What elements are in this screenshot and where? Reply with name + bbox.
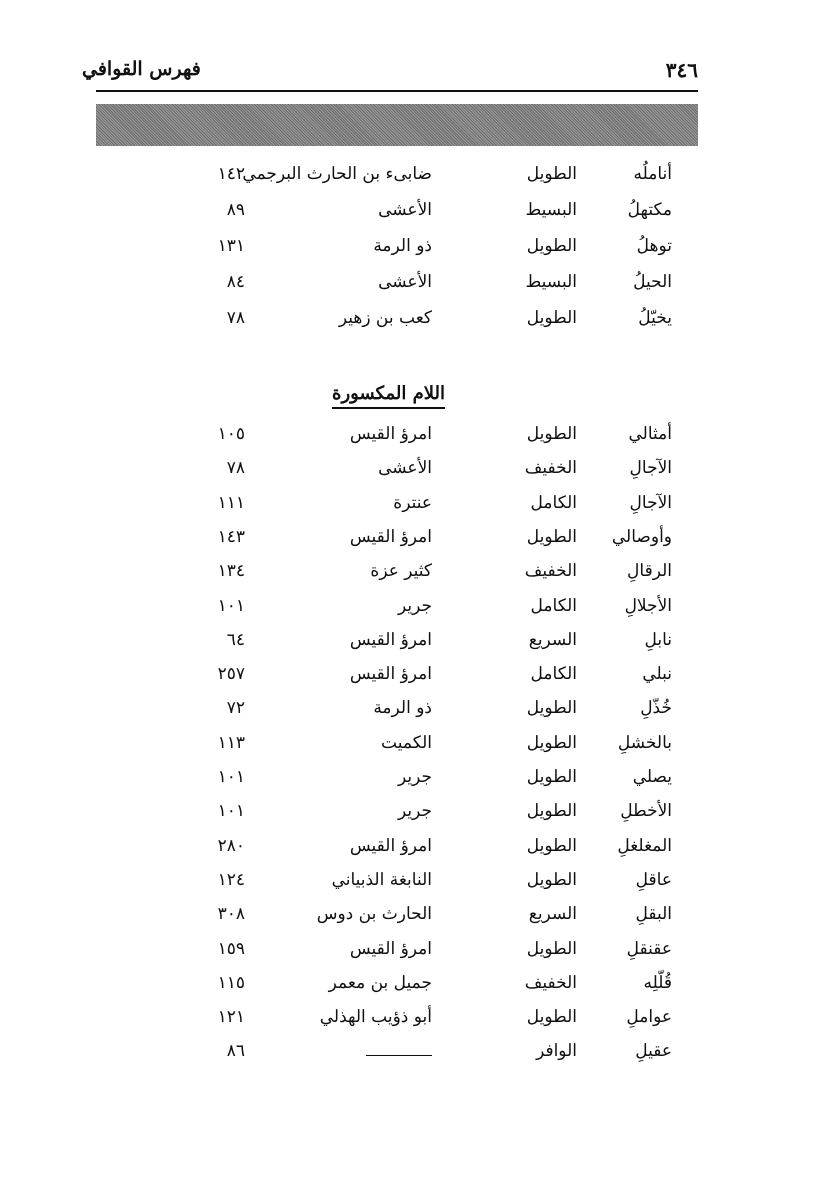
rhyme-cell: وأوصالي bbox=[611, 526, 672, 547]
rhyme-cell: نابلِ bbox=[644, 629, 672, 650]
rhyme-cell: قُلّلِه bbox=[643, 972, 672, 993]
meter-cell: الوافر bbox=[536, 1041, 577, 1062]
poet-cell: النابغة الذبياني bbox=[331, 869, 432, 890]
meter-cell: الطويل bbox=[526, 801, 577, 822]
meter-cell: الطويل bbox=[526, 869, 577, 890]
rhyme-cell: يخيّلُ bbox=[638, 308, 672, 328]
page-ref-cell: ٢٨٠ bbox=[217, 835, 245, 856]
poet-cell: كثير عزة bbox=[370, 561, 432, 582]
poet-cell: ذو الرمة bbox=[373, 236, 432, 256]
rhyme-cell: خُذّلِ bbox=[640, 698, 672, 719]
section-title: اللام المكسورة bbox=[332, 383, 445, 409]
index-row bbox=[0, 967, 835, 1001]
meter-cell: الطويل bbox=[526, 308, 577, 328]
page-ref-cell: ٨٩ bbox=[226, 200, 245, 220]
page-ref-cell: ١١١ bbox=[217, 492, 245, 513]
poet-cell: عنترة bbox=[393, 492, 432, 513]
running-title: فهرس القوافي bbox=[82, 58, 201, 80]
page-ref-cell: ١١٥ bbox=[217, 972, 245, 993]
page-ref-cell: ٧٢ bbox=[226, 698, 245, 719]
rhyme-cell: نبلي bbox=[642, 664, 672, 685]
index-row bbox=[0, 521, 835, 555]
meter-cell: الخفيف bbox=[524, 561, 577, 582]
meter-cell: الطويل bbox=[526, 835, 577, 856]
page-number: ٣٤٦ bbox=[665, 58, 698, 82]
header-rule bbox=[96, 90, 698, 92]
poet-cell: امرؤ القيس bbox=[349, 835, 432, 856]
meter-cell: الطويل bbox=[526, 164, 577, 184]
poet-cell: ضابىء بن الحارث البرجمي bbox=[242, 164, 432, 184]
index-row bbox=[0, 658, 835, 692]
meter-cell: الطويل bbox=[526, 1007, 577, 1028]
page-ref-cell: ٣٠٨ bbox=[217, 904, 245, 925]
index-row bbox=[0, 194, 835, 228]
rhyme-cell: عقنقلِ bbox=[626, 938, 672, 959]
index-row bbox=[0, 302, 835, 336]
poet-cell: جرير bbox=[398, 767, 432, 787]
page-ref-cell: ١٤٢ bbox=[217, 164, 245, 184]
rhyme-cell: بالخشلِ bbox=[617, 732, 672, 753]
page-ref-cell: ٨٦ bbox=[226, 1041, 245, 1062]
poet-cell: امرؤ القيس bbox=[349, 424, 432, 444]
ditto-dash bbox=[366, 1055, 432, 1056]
page-ref-cell: ١٢١ bbox=[217, 1007, 245, 1028]
index-row bbox=[0, 418, 835, 452]
poet-cell: الحارث بن دوس bbox=[316, 904, 432, 925]
rhyme-cell: الآجالِ bbox=[629, 492, 672, 513]
meter-cell: الكامل bbox=[530, 664, 577, 685]
poet-cell: امرؤ القيس bbox=[349, 938, 432, 959]
page-ref-cell: ١٠١ bbox=[217, 767, 245, 787]
index-row bbox=[0, 624, 835, 658]
index-row bbox=[0, 1035, 835, 1069]
rhyme-cell: الأخطلِ bbox=[620, 801, 672, 822]
page-ref-cell: ١٤٣ bbox=[217, 526, 245, 547]
page-ref-cell: ١٣٤ bbox=[217, 561, 245, 582]
meter-cell: الكامل bbox=[530, 492, 577, 513]
index-row bbox=[0, 1001, 835, 1035]
index-row bbox=[0, 761, 835, 795]
rhyme-cell: الآجالِ bbox=[629, 458, 672, 479]
meter-cell: البسيط bbox=[525, 272, 577, 292]
index-row bbox=[0, 590, 835, 624]
index-row bbox=[0, 158, 835, 192]
poet-cell: امرؤ القيس bbox=[349, 664, 432, 685]
page-ref-cell: ١٣١ bbox=[217, 236, 245, 256]
rhyme-cell: عاقلِ bbox=[635, 869, 672, 890]
rhyme-cell: مكتهلُ bbox=[627, 200, 672, 220]
rhyme-cell: يصلي bbox=[632, 767, 672, 787]
page-ref-cell: ١٠١ bbox=[217, 801, 245, 822]
poet-cell: جرير bbox=[398, 595, 432, 616]
rhyme-cell: أمثالي bbox=[628, 424, 672, 444]
page-ref-cell: ٧٨ bbox=[226, 308, 245, 328]
poet-cell: جرير bbox=[398, 801, 432, 822]
poet-cell: امرؤ القيس bbox=[349, 526, 432, 547]
index-row bbox=[0, 864, 835, 898]
meter-cell: الطويل bbox=[526, 526, 577, 547]
poet-cell: جميل بن معمر bbox=[328, 972, 432, 993]
column-header-band bbox=[96, 104, 698, 146]
rhyme-cell: الرقالِ bbox=[627, 561, 672, 582]
meter-cell: الخفيف bbox=[524, 458, 577, 479]
rhyme-cell: أناملُه bbox=[633, 164, 672, 184]
index-row bbox=[0, 692, 835, 726]
meter-cell: الخفيف bbox=[524, 972, 577, 993]
page-ref-cell: ٦٤ bbox=[226, 629, 245, 650]
poet-cell: الأعشى bbox=[378, 458, 432, 479]
index-row bbox=[0, 795, 835, 829]
page-ref-cell: ١٠١ bbox=[217, 595, 245, 616]
meter-cell: السريع bbox=[528, 904, 577, 925]
index-row bbox=[0, 933, 835, 967]
meter-cell: البسيط bbox=[525, 200, 577, 220]
page-ref-cell: ١٥٩ bbox=[217, 938, 245, 959]
poet-cell bbox=[366, 1045, 432, 1065]
meter-cell: الطويل bbox=[526, 938, 577, 959]
rhyme-cell: توهلُ bbox=[636, 236, 672, 256]
poet-cell: كعب بن زهير bbox=[338, 308, 432, 328]
page-ref-cell: ١٠٥ bbox=[217, 424, 245, 444]
index-row bbox=[0, 487, 835, 521]
rhyme-cell: عقيلِ bbox=[635, 1041, 672, 1062]
rhyme-cell: الأجلالِ bbox=[624, 595, 672, 616]
page-ref-cell: ١٢٤ bbox=[217, 869, 245, 890]
index-row bbox=[0, 727, 835, 761]
rhyme-cell: المغلغلِ bbox=[617, 835, 672, 856]
page-ref-cell: ١١٣ bbox=[217, 732, 245, 753]
rhyme-cell: عواملِ bbox=[626, 1007, 672, 1028]
meter-cell: الطويل bbox=[526, 236, 577, 256]
index-row bbox=[0, 555, 835, 589]
poet-cell: أبو ذؤيب الهذلي bbox=[319, 1007, 432, 1028]
poet-cell: الأعشى bbox=[378, 200, 432, 220]
page-ref-cell: ٧٨ bbox=[226, 458, 245, 479]
index-row bbox=[0, 830, 835, 864]
meter-cell: الكامل bbox=[530, 595, 577, 616]
rhyme-cell: البقلِ bbox=[635, 904, 672, 925]
meter-cell: الطويل bbox=[526, 424, 577, 444]
poet-cell: امرؤ القيس bbox=[349, 629, 432, 650]
meter-cell: الطويل bbox=[526, 732, 577, 753]
poet-cell: الكميت bbox=[381, 732, 432, 753]
page-ref-cell: ٨٤ bbox=[226, 272, 245, 292]
meter-cell: الطويل bbox=[526, 698, 577, 719]
meter-cell: الطويل bbox=[526, 767, 577, 787]
poet-cell: الأعشى bbox=[378, 272, 432, 292]
page-ref-cell: ٢٥٧ bbox=[217, 664, 245, 685]
index-row bbox=[0, 898, 835, 932]
index-row bbox=[0, 452, 835, 486]
rhyme-cell: الحيلُ bbox=[633, 272, 672, 292]
poet-cell: ذو الرمة bbox=[373, 698, 432, 719]
index-row bbox=[0, 266, 835, 300]
meter-cell: السريع bbox=[528, 629, 577, 650]
index-row bbox=[0, 230, 835, 264]
